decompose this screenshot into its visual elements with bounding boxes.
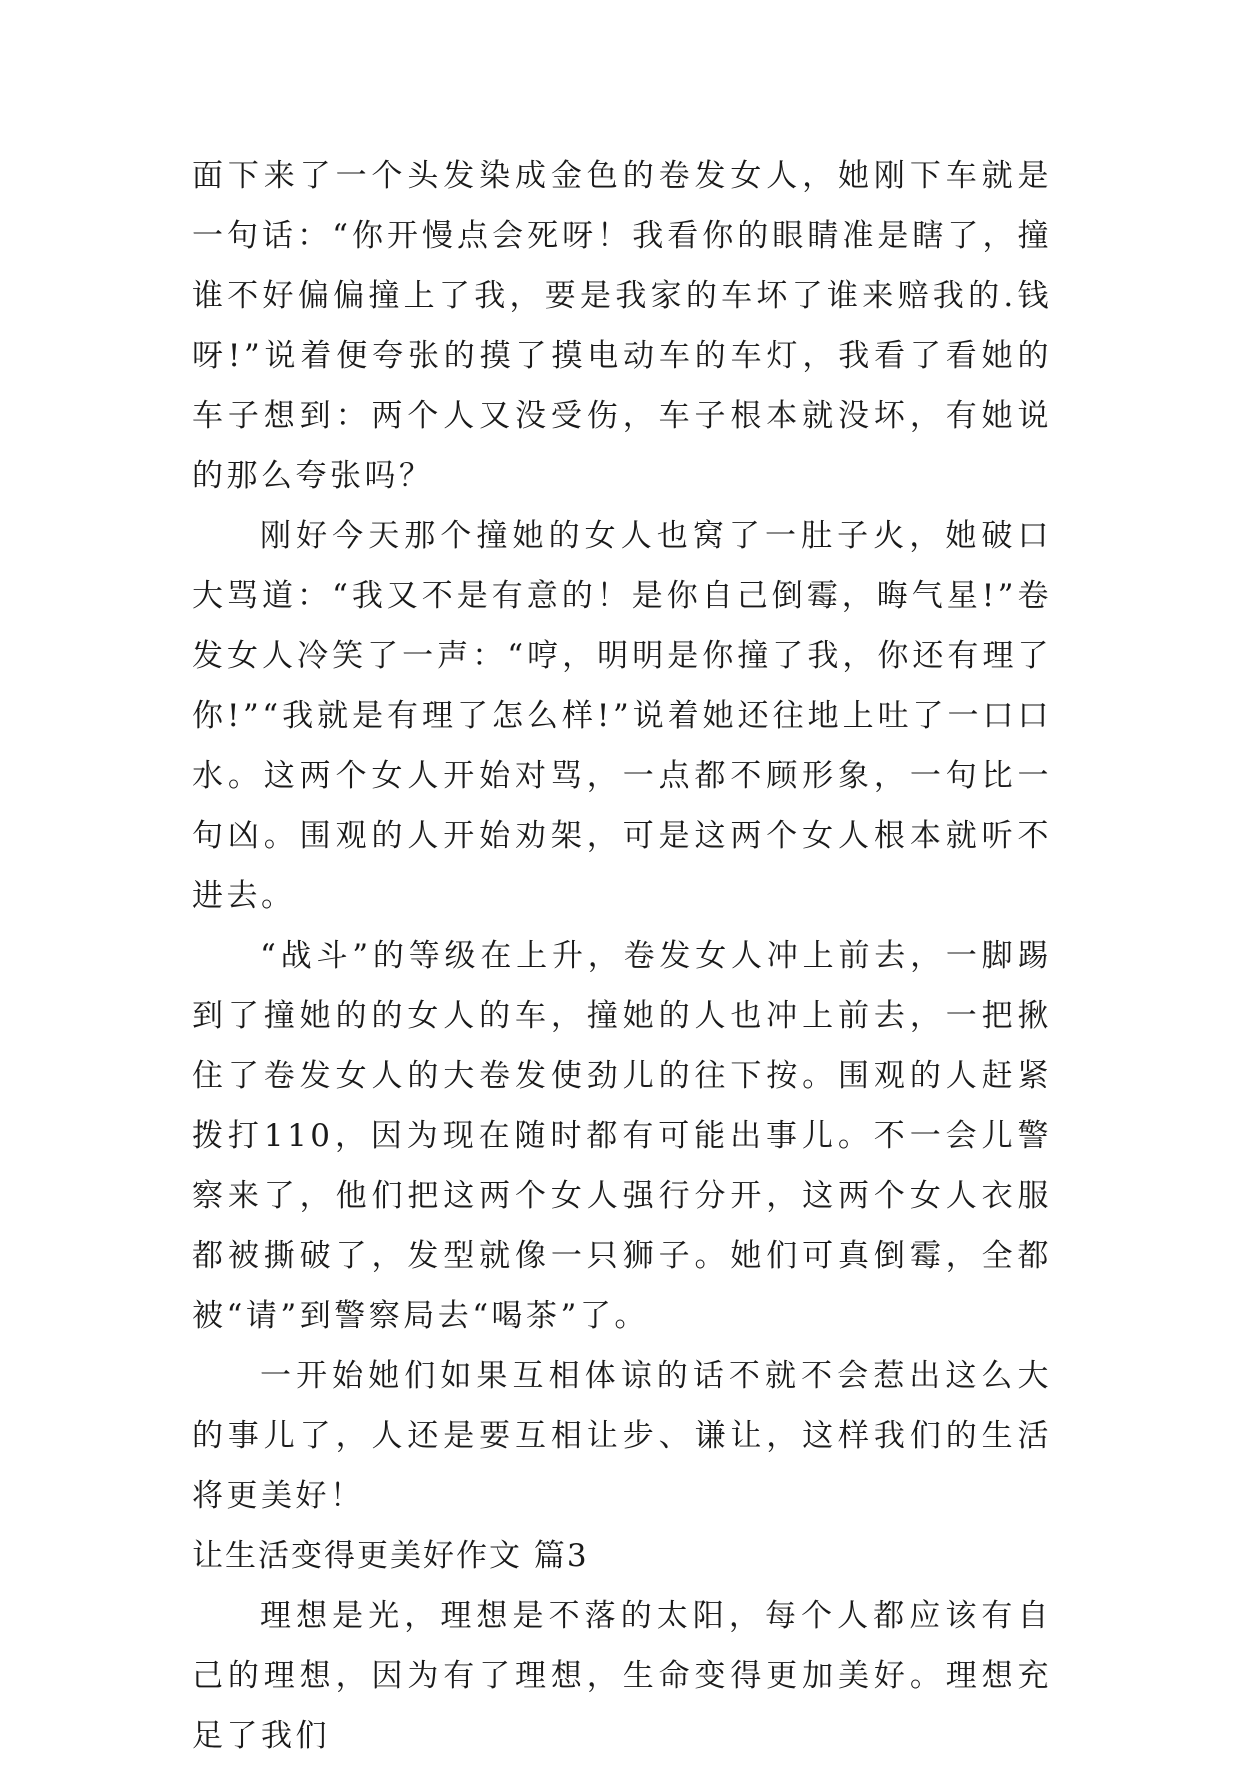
paragraph-2: 刚好今天那个撞她的女人也窝了一肚子火，她破口大骂道：“我又不是有意的！是你自己倒霉，晦气星!”卷发女人冷笑了一声：“哼，明明是你撞了我，你还有理了你!”“我就是有理了怎么样!”说着她还往地上吐了一口口水。这两个女人开始对骂，一点都不顾形象，一句比一句凶。围观的人开始劝架，可是这两个女人根本就听不进去。	[192, 518, 1052, 914]
paragraph-5: 理想是光，理想是不落的太阳，每个人都应该有自己的理想，因为有了理想，生命变得更加美好。理想充足了我们	[192, 1598, 1052, 1754]
document-body	[192, 146, 1052, 1766]
section-heading: 让生活变得更美好作文 篇3	[192, 1538, 589, 1574]
paragraph-4: 一开始她们如果互相体谅的话不就不会惹出这么大的事儿了，人还是要互相让步、谦让，这样我们的生活将更美好！	[192, 1358, 1052, 1514]
paragraph-1: 面下来了一个头发染成金色的卷发女人，她刚下车就是一句话：“你开慢点会死呀！我看你的眼睛准是瞎了，撞谁不好偏偏撞上了我，要是我家的车坏了谁来赔我的.钱呀!”说着便夸张的摸了摸电动车的车灯，我看了看她的车子想到：两个人又没受伤，车子根本就没坏，有她说的那么夸张吗？	[192, 158, 1052, 494]
paragraph-3: “战斗”的等级在上升，卷发女人冲上前去，一脚踢到了撞她的的女人的车，撞她的人也冲上前去，一把揪住了卷发女人的大卷发使劲儿的往下按。围观的人赶紧拨打110，因为现在随时都有可能出事儿。不一会儿警察来了，他们把这两个女人强行分开，这两个女人衣服都被撕破了，发型就像一只狮子。她们可真倒霉，全都被“请”到警察局去“喝茶”了。	[192, 938, 1052, 1334]
